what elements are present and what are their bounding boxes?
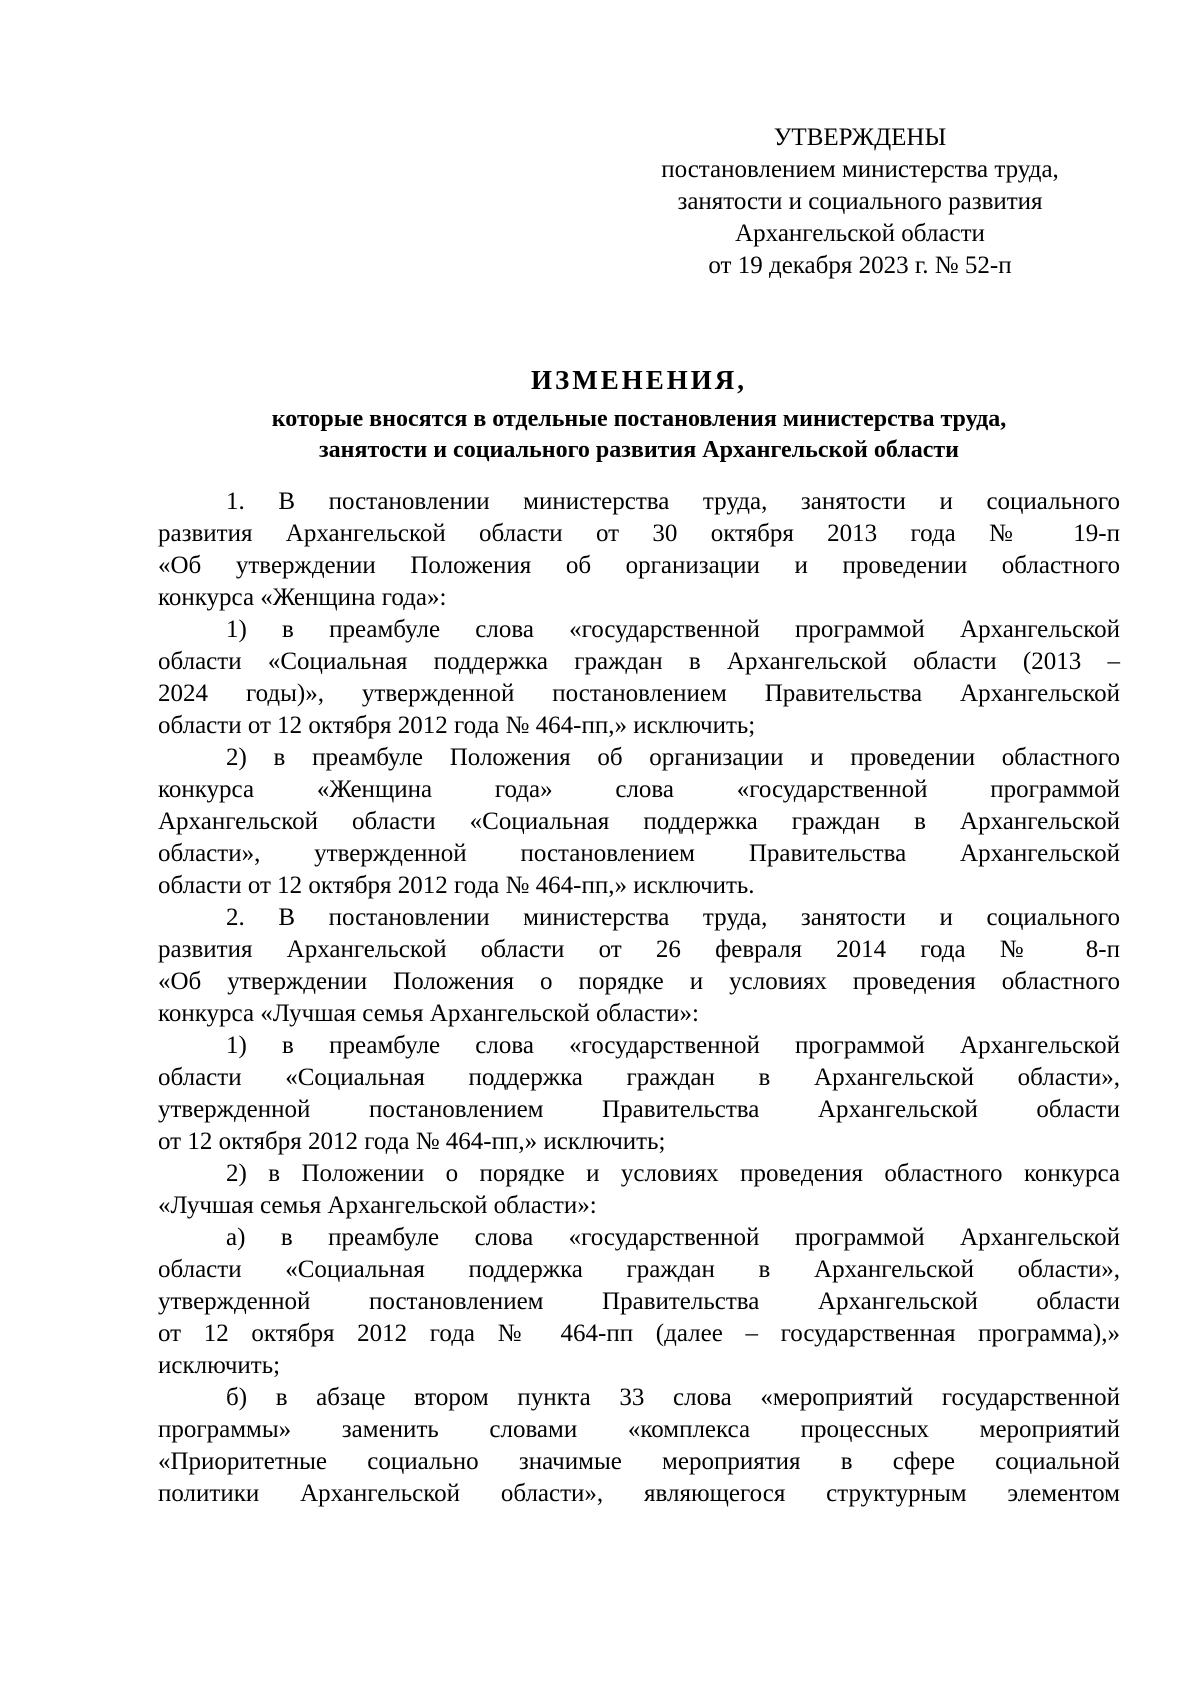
- document-heading: [158, 362, 1120, 466]
- body-line: 1) в преамбуле слова «государственной программой Архангельской: [226, 616, 1120, 643]
- document-body: [158, 486, 1120, 1510]
- body-line: 2) в Положении о порядке и условиях проведения областного конкурса: [226, 1160, 1120, 1187]
- approval-line: УТВЕРЖДЕНЫ: [773, 124, 947, 151]
- body-line: 2) в преамбуле Положения об организации и проведении областного: [226, 744, 1120, 771]
- body-line: утвержденной постановлением Правительства Архангельской области: [158, 1096, 1120, 1123]
- body-line: 2. В постановлении министерства труда, занятости и социального: [226, 904, 1120, 931]
- body-line: 2024 годы)», утвержденной постановлением Правительства Архангельской: [158, 680, 1120, 707]
- document-subtitle-line: занятости и социального развития Архангельской области: [319, 437, 959, 463]
- approval-line: постановлением министерства труда,: [661, 156, 1059, 183]
- body-line: политики Архангельской области», являющегося структурным элементом: [158, 1480, 1120, 1507]
- body-line: области «Социальная поддержка граждан в Архангельской области (2013 –: [158, 648, 1120, 675]
- body-line: развития Архангельской области от 26 февраля 2014 года № 8-п: [158, 936, 1120, 963]
- body-line: конкурса «Женщина года» слова «государственной программой: [158, 776, 1120, 803]
- approval-block: [620, 122, 1100, 282]
- body-line: области», утвержденной постановлением Правительства Архангельской: [158, 840, 1120, 867]
- body-line: от 12 октября 2012 года № 464-пп (далее – государственная программа),»: [158, 1320, 1120, 1347]
- approval-line: Архангельской области: [735, 220, 985, 247]
- approval-line: занятости и социального развития: [677, 188, 1043, 215]
- body-line: области «Социальная поддержка граждан в Архангельской области»,: [158, 1256, 1120, 1283]
- body-line: области от 12 октября 2012 года № 464-пп,» исключить.: [158, 872, 755, 899]
- body-line: а) в преамбуле слова «государственной программой Архангельской: [226, 1224, 1120, 1251]
- body-line: «Об утверждении Положения об организации и проведении областного: [158, 552, 1120, 579]
- body-line: «Приоритетные социально значимые мероприятия в сфере социальной: [158, 1448, 1120, 1475]
- document-title: ИЗМЕНЕНИЯ,: [530, 365, 747, 395]
- body-line: программы» заменить словами «комплекса процессных мероприятий: [158, 1416, 1120, 1443]
- body-line: Архангельской области «Социальная поддержка граждан в Архангельской: [158, 808, 1120, 835]
- document-subtitle-line: которые вносятся в отдельные постановления министерства труда,: [271, 406, 1007, 432]
- body-line: б) в абзаце втором пункта 33 слова «мероприятий государственной: [226, 1384, 1120, 1411]
- body-line: конкурса «Женщина года»:: [158, 584, 447, 611]
- body-line: области «Социальная поддержка граждан в Архангельской области»,: [158, 1064, 1120, 1091]
- body-line: «Лучшая семья Архангельской области»:: [158, 1192, 597, 1219]
- body-line: области от 12 октября 2012 года № 464-пп,» исключить;: [158, 712, 756, 739]
- body-line: 1) в преамбуле слова «государственной программой Архангельской: [226, 1032, 1120, 1059]
- body-line: исключить;: [158, 1352, 281, 1379]
- body-line: «Об утверждении Положения о порядке и условиях проведения областного: [158, 968, 1120, 995]
- body-line: 1. В постановлении министерства труда, занятости и социального: [226, 488, 1120, 515]
- body-line: развития Архангельской области от 30 октября 2013 года № 19-п: [158, 520, 1120, 547]
- body-line: конкурса «Лучшая семья Архангельской области»:: [158, 1000, 699, 1027]
- approval-line: от 19 декабря 2023 г. № 52-п: [708, 252, 1012, 279]
- body-line: от 12 октября 2012 года № 464-пп,» исключить;: [158, 1128, 666, 1155]
- body-line: утвержденной постановлением Правительства Архангельской области: [158, 1288, 1120, 1315]
